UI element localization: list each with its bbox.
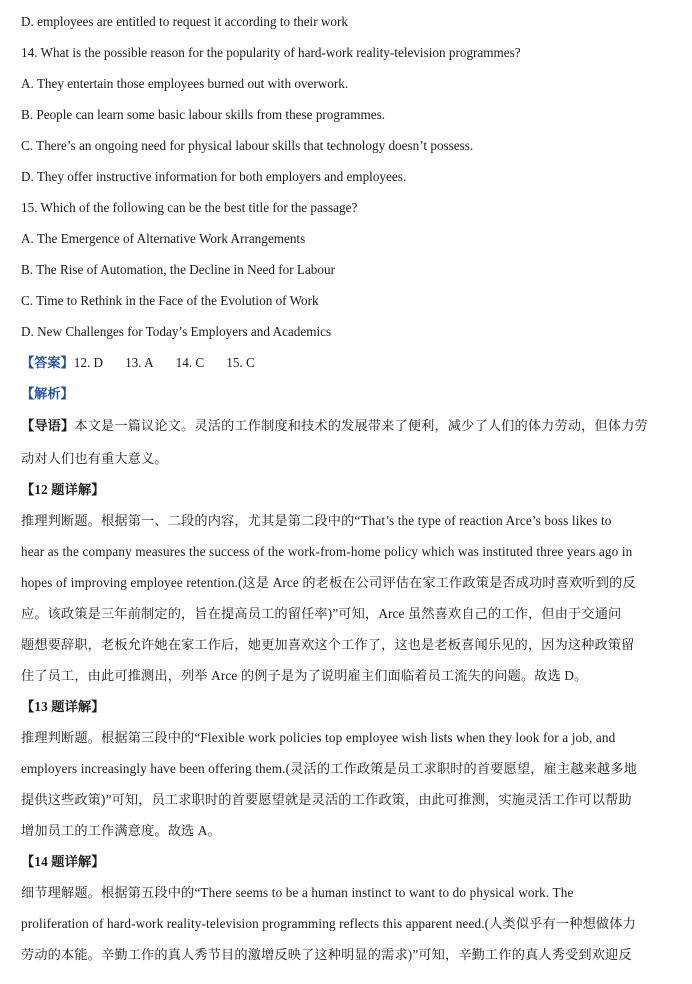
q13-line-4: 增加员工的工作满意度。故选 A。 — [21, 823, 221, 838]
q12-line-3: hopes of improving employee retention.(这是 Arce 的老板在公司评估在家工作政策是否成功时喜欢听到的反 — [21, 575, 636, 590]
answer-12: 12. D — [73, 355, 104, 370]
question-15: 15. Which of the following can be the best title for the passage? — [21, 200, 358, 215]
option-15d: D. New Challenges for Today’s Employers and Academics — [21, 324, 332, 339]
q14-heading: 【14 题详解】 — [21, 854, 105, 869]
option-14b: B. People can learn some basic labour skills from these programmes. — [21, 107, 386, 122]
q12-heading: 【12 题详解】 — [21, 482, 105, 497]
answer-label: 【答案】 — [21, 355, 74, 370]
intro-line-1 — [21, 417, 676, 435]
q13-line-1: 推理判断题。根据第三段中的“Flexible work policies top employee wish lists when they look for a job, and — [21, 730, 616, 745]
option-13d: D. employees are entitled to request it according to their work — [21, 14, 349, 29]
q13-line-3: 提供这些政策)”可知，员工求职时的首要愿望就是灵活的工作政策，由此可推测，实施灵活工作可以帮助 — [21, 792, 632, 807]
option-14a: A. They entertain those employees burned out with overwork. — [21, 76, 349, 91]
option-15c: C. Time to Rethink in the Face of the Evolution of Work — [21, 293, 319, 308]
intro-label: 【导语】 — [21, 418, 75, 433]
option-15a: A. The Emergence of Alternative Work Arrangements — [21, 231, 306, 246]
q12-line-2: hear as the company measures the success of the work-from-home policy which was instituted three years ago in — [21, 544, 633, 559]
answer-line — [21, 354, 676, 372]
q13-heading: 【13 题详解】 — [21, 699, 105, 714]
q12-line-6: 住了员工，由此可推测出，列举 Arce 的例子是为了说明雇主们面临着员工流失的问题。故选 D。 — [21, 668, 588, 683]
intro-text-1: 本文是一篇议论文。灵活的工作制度和技术的发展带来了便利，减少了人们的体力劳动，但体力劳 — [74, 418, 648, 433]
analysis-label: 【解析】 — [21, 386, 74, 401]
q14-line-3: 劳动的本能。辛勤工作的真人秀节目的激增反映了这种明显的需求)”可知，辛勤工作的真人秀受到欢迎反 — [21, 947, 632, 962]
answer-14: 14. C — [175, 355, 205, 370]
option-14c: C. There’s an ongoing need for physical labour skills that technology doesn’t possess. — [21, 138, 474, 153]
analysis-heading — [21, 385, 676, 403]
question-14: 14. What is the possible reason for the popularity of hard-work reality-television programmes? — [21, 45, 521, 60]
q14-line-1: 细节理解题。根据第五段中的“There seems to be a human instinct to want to do physical work. The — [21, 885, 574, 900]
q12-line-1: 推理判断题。根据第一、二段的内容，尤其是第二段中的“That’s the type of reaction Arce’s boss likes to — [21, 513, 612, 528]
q12-line-5: 题想要辞职，老板允许她在家工作后，她更加喜欢这个工作了，这也是老板喜闻乐见的，因为这种政策留 — [21, 637, 635, 652]
option-14d: D. They offer instructive information for both employers and employees. — [21, 169, 407, 184]
q14-line-2: proliferation of hard-work reality-television programming reflects this apparent need.(人类似乎有一种想做体力 — [21, 916, 636, 931]
answer-13: 13. A — [125, 355, 154, 370]
answer-15: 15. C — [226, 355, 255, 370]
q13-line-2: employers increasingly have been offering them.(灵活的工作政策是员工求职时的首要愿望，雇主越来越多地 — [21, 761, 637, 776]
q12-line-4: 应。该政策是三年前制定的，旨在提高员工的留任率)”可知，Arce 虽然喜欢自己的工作，但由于交通问 — [21, 606, 622, 621]
intro-line-2: 动对人们也有重大意义。 — [21, 451, 168, 466]
option-15b: B. The Rise of Automation, the Decline in Need for Labour — [21, 262, 335, 277]
